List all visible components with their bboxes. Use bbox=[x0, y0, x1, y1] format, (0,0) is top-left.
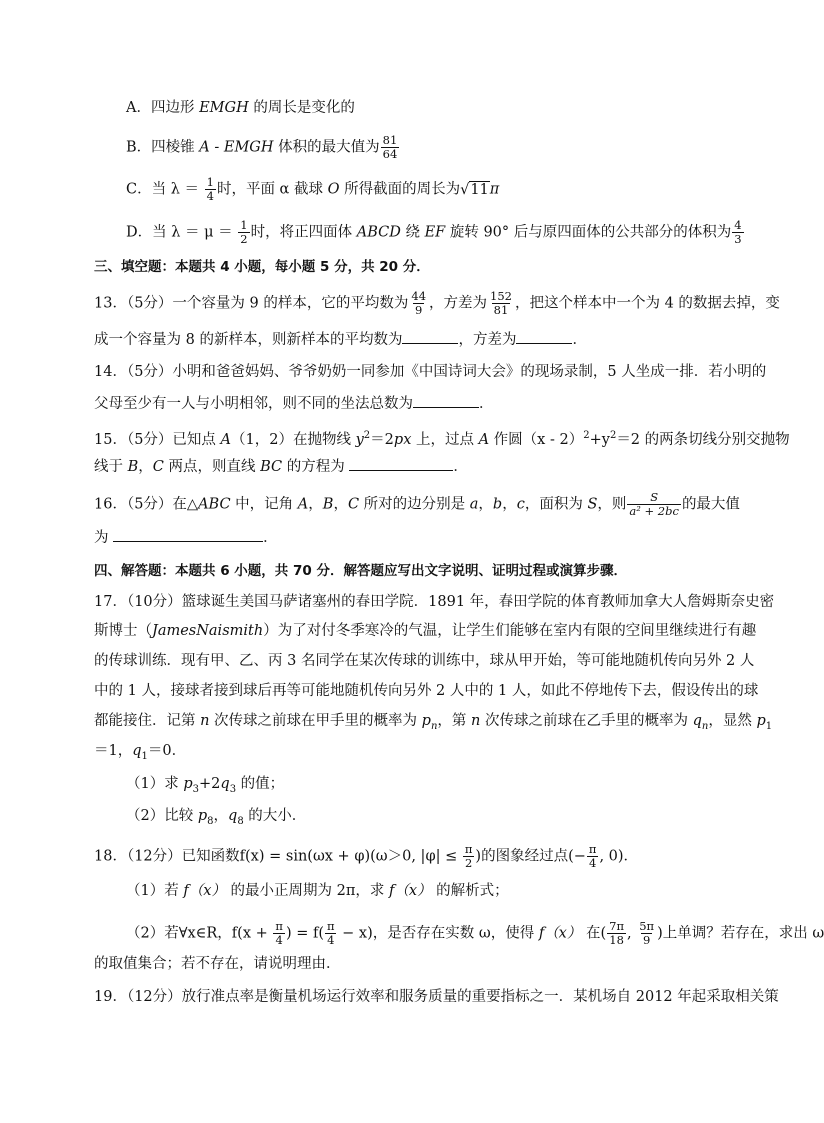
question-text: )上单调？若存在，求出 ω bbox=[657, 925, 824, 942]
math-var: a bbox=[469, 496, 479, 513]
question-18-line-3: 的取值集合；若不存在，请说明理由． bbox=[94, 956, 341, 972]
fraction-denominator: 81 bbox=[493, 303, 509, 317]
math-var: A bbox=[297, 496, 309, 513]
fraction-numerator: 4 bbox=[734, 218, 742, 232]
question-text: 的解析式； bbox=[431, 883, 509, 899]
math-var: JamesNaismith bbox=[152, 623, 264, 639]
question-text: 线于 bbox=[94, 459, 128, 475]
question-text: 两点，则直线 bbox=[163, 459, 261, 475]
option-text: 旋转 90° 后与原四面体的公共部分的体积为 bbox=[445, 224, 732, 241]
fraction bbox=[488, 290, 514, 317]
question-16-line-1 bbox=[94, 490, 740, 518]
option-a bbox=[126, 98, 724, 118]
question-text: ＝2 的两条切线分别交抛物 bbox=[616, 431, 790, 448]
fraction bbox=[463, 843, 475, 870]
question-text: ）为了对付冬季寒冷的气温，让学生们能够在室内有限的空间里继续进行有趣 bbox=[263, 623, 757, 639]
math-var: ABCD bbox=[356, 224, 401, 241]
question-text: （2）若∀x∈R，f(x + bbox=[126, 925, 273, 942]
radicand: 11 bbox=[470, 181, 489, 198]
fraction-numerator: 7π bbox=[609, 919, 625, 933]
answer-blank[interactable] bbox=[402, 329, 458, 344]
option-text: 绕 bbox=[400, 224, 425, 241]
math-var: C bbox=[152, 459, 164, 475]
option-text: C．当 λ ＝ bbox=[126, 181, 204, 198]
subscript: 3 bbox=[192, 783, 200, 795]
question-17-line-4: 中的 1 人，接球者接到球后再等可能地随机传向另外 2 人中的 1 人，如此不停地传下去，假设传出的球 bbox=[94, 683, 759, 699]
question-text: 都能接住．记第 bbox=[94, 713, 201, 729]
math-var: f（x） bbox=[538, 925, 582, 942]
section-heading-solutions: 四、解答题：本题共 6 小题，共 70 分．解答题应写出文字说明、证明过程或演算步骤． bbox=[94, 563, 627, 579]
fraction-numerator: π bbox=[275, 919, 283, 933]
question-18-sub-1 bbox=[126, 881, 724, 901]
fraction-denominator: 4 bbox=[327, 933, 335, 947]
fraction-numerator: 1 bbox=[206, 175, 214, 189]
option-text: 时，平面 α 截球 bbox=[216, 181, 328, 198]
question-text: 16．（5分）在△ bbox=[94, 496, 199, 513]
fraction bbox=[637, 920, 656, 947]
question-text: − x)，是否存在实数 ω，使得 bbox=[337, 925, 539, 942]
question-text: ，方差为 bbox=[429, 295, 488, 312]
fraction-denominator: 9 bbox=[415, 303, 423, 317]
question-text: （1）若 bbox=[126, 883, 184, 899]
option-text: 的周长是变化的 bbox=[248, 100, 355, 116]
question-14-line-2 bbox=[94, 393, 724, 414]
question-text: ，面积为 bbox=[524, 496, 588, 513]
answer-blank[interactable] bbox=[413, 393, 479, 408]
subscript: 1 bbox=[765, 720, 773, 732]
option-d bbox=[126, 218, 742, 246]
question-text: 为 bbox=[94, 530, 114, 546]
math-var: n bbox=[200, 713, 210, 729]
fraction-denominator: 4 bbox=[206, 189, 214, 203]
question-text: ， bbox=[333, 496, 348, 513]
math-var: BC bbox=[260, 459, 283, 475]
subscript: 8 bbox=[207, 815, 214, 827]
fraction-denominator: 4 bbox=[275, 933, 283, 947]
subscript: n bbox=[701, 720, 709, 732]
question-15-line-1 bbox=[94, 426, 790, 450]
option-b bbox=[126, 134, 724, 161]
question-text: ，则 bbox=[597, 496, 627, 513]
question-text: ， bbox=[138, 459, 153, 475]
fraction bbox=[273, 920, 285, 947]
subscript: 1 bbox=[141, 750, 148, 762]
question-17-sub-1 bbox=[126, 774, 724, 800]
math-var: q bbox=[220, 776, 230, 792]
math-var: f（x） bbox=[183, 883, 226, 899]
option-text: 时，将正四面体 bbox=[250, 224, 357, 241]
question-19-line-1: 19．（12分）放行准点率是衡量机场运行效率和服务质量的重要指标之一．某机场自 2012 年起采取相关策 bbox=[94, 989, 779, 1005]
section-heading-fill-blank: 三、填空题：本题共 4 小题，每小题 5 分，共 20 分． bbox=[94, 259, 430, 275]
question-text: 所对的边分别是 bbox=[359, 496, 470, 513]
question-17-line-1: 17．（10分）篮球诞生美国马萨诸塞州的春田学院．1891 年，春田学院的体育教师加拿大人詹姆斯奈史密 bbox=[94, 594, 775, 610]
math-var: A bbox=[220, 431, 232, 448]
fraction-denominator: 9 bbox=[643, 933, 651, 947]
question-text: ， bbox=[478, 496, 493, 513]
fraction-numerator: 1 bbox=[240, 218, 248, 232]
question-text: ， bbox=[213, 808, 229, 824]
question-text: ． bbox=[572, 332, 587, 348]
question-text: +2 bbox=[199, 776, 221, 792]
fraction-numerator: π bbox=[327, 919, 335, 933]
fraction-denominator: 2 bbox=[464, 856, 473, 870]
fraction bbox=[627, 491, 681, 518]
fraction-denominator: 18 bbox=[609, 933, 624, 947]
math-var: p bbox=[421, 713, 431, 729]
math-var: c bbox=[516, 496, 525, 513]
math-var: C bbox=[347, 496, 360, 513]
fraction bbox=[587, 843, 599, 870]
fraction-denominator: 64 bbox=[382, 147, 398, 161]
option-text: 所得截面的周长为 bbox=[339, 181, 461, 198]
math-var: A - EMGH bbox=[199, 139, 274, 156]
fraction-denominator: 4 bbox=[589, 856, 597, 870]
fraction-numerator: 5π bbox=[639, 919, 655, 933]
question-text: 次传球之前球在乙手里的概率为 bbox=[480, 713, 693, 729]
question-text: , bbox=[627, 925, 637, 942]
math-var: A bbox=[478, 431, 490, 448]
exponent: 2 bbox=[363, 430, 371, 441]
question-text: ＝0． bbox=[147, 743, 187, 759]
fraction bbox=[381, 134, 400, 161]
math-var: p bbox=[197, 808, 208, 824]
question-text: 斯博士（ bbox=[94, 623, 152, 639]
question-text: （1，2）在抛物线 bbox=[231, 431, 356, 448]
math-var: q bbox=[132, 743, 142, 759]
question-17-sub-2 bbox=[126, 806, 724, 832]
math-var: p bbox=[183, 776, 193, 792]
fraction-denominator: 3 bbox=[734, 232, 742, 246]
question-text: ，显然 bbox=[708, 713, 757, 729]
fraction bbox=[409, 290, 428, 317]
question-text: )的图象经过点(− bbox=[475, 848, 586, 865]
question-16-line-2 bbox=[94, 527, 724, 548]
fraction-numerator: π bbox=[588, 842, 597, 856]
math-var: O bbox=[327, 181, 340, 198]
fraction bbox=[325, 920, 337, 947]
math-var: q bbox=[228, 808, 238, 824]
question-text: 在( bbox=[581, 925, 607, 942]
question-text: ) = f( bbox=[285, 925, 324, 942]
question-text: 作圆（x - 2） bbox=[489, 431, 584, 448]
question-text: 13．（5分）一个容量为 9 的样本，它的平均数为 bbox=[94, 295, 409, 312]
option-c bbox=[126, 176, 724, 203]
question-text: +y bbox=[589, 431, 610, 448]
question-text: ． bbox=[263, 530, 278, 546]
exponent: 2 bbox=[583, 430, 590, 441]
question-text: , 0)． bbox=[599, 848, 639, 865]
subscript: 3 bbox=[229, 783, 237, 795]
math-var: S bbox=[587, 496, 598, 513]
question-text: ． bbox=[453, 459, 468, 475]
question-text: （1）求 bbox=[126, 776, 184, 792]
question-18-sub-2 bbox=[126, 919, 824, 947]
question-17-line-6 bbox=[94, 741, 724, 767]
question-text: 的方程为 bbox=[282, 459, 350, 475]
option-text: 体积的最大值为 bbox=[273, 139, 380, 156]
math-var: px bbox=[393, 431, 412, 448]
question-text: ，第 bbox=[437, 713, 472, 729]
math-var: B bbox=[322, 496, 334, 513]
fraction-denominator: a² + 2bc bbox=[629, 504, 679, 518]
question-text: 的值； bbox=[236, 776, 285, 792]
fraction-numerator: 81 bbox=[382, 133, 398, 147]
math-var: f（x） bbox=[388, 883, 432, 899]
math-var: B bbox=[127, 459, 139, 475]
question-13-line-1 bbox=[94, 289, 780, 317]
fraction-numerator: 152 bbox=[490, 289, 512, 303]
option-text: A．四边形 bbox=[126, 100, 200, 116]
fraction-numerator: π bbox=[464, 842, 473, 856]
math-var: p bbox=[756, 713, 766, 729]
fraction-denominator: 2 bbox=[240, 232, 248, 246]
question-text: 的大小． bbox=[243, 808, 307, 824]
fraction-numerator: 44 bbox=[411, 289, 427, 303]
question-text: 15．（5分）已知点 bbox=[94, 431, 221, 448]
question-text: 父母至少有一人与小明相邻，则不同的坐法总数为 bbox=[94, 396, 413, 412]
option-text: B．四棱锥 bbox=[126, 139, 200, 156]
question-17-line-2 bbox=[94, 621, 757, 641]
math-var: n bbox=[471, 713, 481, 729]
question-13-line-2 bbox=[94, 329, 724, 350]
question-17-line-5 bbox=[94, 711, 773, 737]
question-text: 成一个容量为 8 的新样本，则新样本的平均数为 bbox=[94, 332, 403, 348]
math-var: EMGH bbox=[199, 100, 249, 116]
question-text: 的最小正周期为 2π，求 bbox=[225, 883, 389, 899]
question-text: 18．（12分）已知函数f(x) = sin(ωx + φ)(ω＞0, |φ| ≤ bbox=[94, 848, 462, 865]
fraction bbox=[205, 176, 216, 203]
option-text: D．当 λ ＝ μ ＝ bbox=[126, 224, 238, 241]
math-var: ABC bbox=[198, 496, 231, 513]
question-text: 上，过点 bbox=[411, 431, 479, 448]
subscript: 8 bbox=[237, 815, 244, 827]
sqrt-sign: √ bbox=[460, 181, 470, 198]
question-17-line-3: 的传球训练．现有甲、乙、丙 3 名同学在某次传球的训练中，球从甲开始，等可能地随机传向另外 2 人 bbox=[94, 653, 755, 669]
answer-blank[interactable] bbox=[349, 456, 453, 471]
fraction bbox=[732, 219, 743, 246]
math-var: q bbox=[692, 713, 702, 729]
question-text: （2）比较 bbox=[126, 808, 198, 824]
question-text: 中，记角 bbox=[230, 496, 298, 513]
exponent: 2 bbox=[609, 430, 617, 441]
answer-blank[interactable] bbox=[113, 527, 263, 542]
answer-blank[interactable] bbox=[516, 329, 572, 344]
fraction bbox=[238, 219, 249, 246]
question-text: ， bbox=[308, 496, 323, 513]
question-18-line-1 bbox=[94, 843, 724, 870]
fraction bbox=[607, 920, 626, 947]
question-text: ，方差为 bbox=[458, 332, 517, 348]
math-var: EF bbox=[424, 224, 446, 241]
question-14-line-1: 14．（5分）小明和爸爸妈妈、爷爷奶奶一同参加《中国诗词大会》的现场录制，5 人坐成一排．若小明的 bbox=[94, 364, 767, 380]
question-text: 的最大值 bbox=[681, 496, 740, 513]
subscript: n bbox=[430, 720, 438, 732]
math-var: y bbox=[355, 431, 364, 448]
math-var: b bbox=[492, 496, 503, 513]
question-text: ＝1， bbox=[94, 743, 133, 759]
question-15-line-2 bbox=[94, 456, 724, 477]
question-text: ， bbox=[502, 496, 517, 513]
question-text: ＝2 bbox=[370, 431, 394, 448]
math-var: π bbox=[489, 181, 500, 198]
question-text: ． bbox=[479, 396, 494, 412]
question-text: 次传球之前球在甲手里的概率为 bbox=[209, 713, 422, 729]
question-text: ，把这个样本中一个为 4 的数据去掉，变 bbox=[514, 295, 780, 312]
fraction-numerator: S bbox=[650, 490, 659, 504]
sqrt-expression bbox=[460, 180, 490, 200]
